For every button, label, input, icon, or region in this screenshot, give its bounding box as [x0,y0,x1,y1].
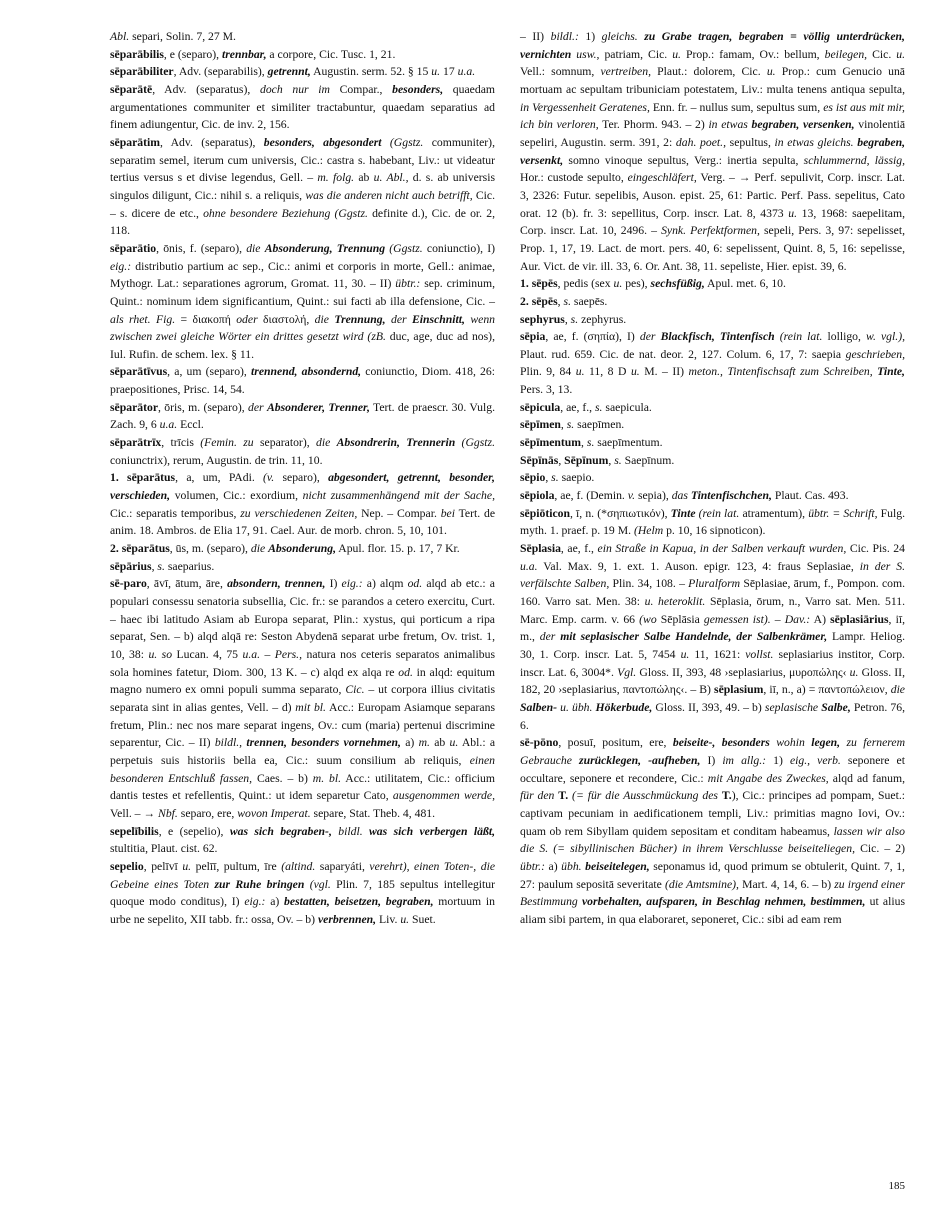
dictionary-entry: sēparātīvus, a, um (separo), trennend, absondernd, coniunctio, Diom. 418, 26: praepositiones, Prisc. 14, 54. [110,365,495,397]
dictionary-entry: – II) bildl.: 1) gleichs. zu Grabe tragen, begraben = völlig unterdrücken, vernichten usw., patriam, Cic. u. Prop.: famam, Ov.: bellum, beilegen, Cic. u. Vell.: somnum, vertreiben, Plaut.: dolorem, Cic. u. Prop.: cum Genucio unā mortuam ac sepultam tribuniciam potestatem, Liv.: multa tenens antiqua sepulta, in Vergessenheit Geratenes, Enn. fr. – nullus sum, sepultus sum, es ist aus mit mir, ich bin verloren, Ter. Phorm. 943. – 2) in etwas begraben, versenken, vinolentiā sepeliri, Augustin. serm. 391, 2: dah. poet., sepultus, in etwas gleichs. begraben, versenkt, somno vinoque sepultus, Verg.: inertia sepulta, schlummernd, lässig, Hor.: custode sepulto, eingeschläfert, Verg. – → Perf. sepulivit, Corp. inscr. Lat. 3, 2326: Futur. sepelibis, Auson. epist. 25, 61: Partic. Perf. Pass. sepelitus, Cato orat. 12 (b). fr. 3: sepellitus, Corp. inscr. Lat. 8, 4373 u. 13, 1968: saepelitam, Corp. inscr. Lat. 10, 2496. – Synk. Perfektformen, sepeli, Pers. 3, 97: sepelisset, Prop. 1, 17, 19. Lact. de mort. pers. 40, 6: sepelissent, Quint. 8, 5, 16: sepelisse, Aur. Vict. de vir. ill. 33, 6. Or. Ant. 38, 11. sepeliste, Hier. epist. 39, 6. [520,30,906,273]
dictionary-entry: sēpia, ae, f. (σηπία), I) der Blackfisch, Tintenfisch (rein lat. lolligo, w. vgl.), Plaut. rud. 659. Cic. de nat. deor. 2, 127. Colum. 6, 17, 7: saepia geschrieben, Plin. 9, 84 u. 11, 8 D u. M. – II) meton., Tintenfischsaft zum Schreiben, Tinte, Pers. 3, 13. [520,330,906,397]
dictionary-entry: 2. sēpēs, s. saepēs. [520,294,608,308]
dictionary-entry: sēpiola, ae, f. (Demin. v. sepia), das Tintenfischchen, Plaut. Cas. 493. [520,489,849,503]
dictionary-entry: Sēpīnās, Sēpīnum, s. Saepīnum. [520,453,675,467]
dictionary-entry: Sēplasia, ae, f., ein Straße in Kapua, in der Salben verkauft wurden, Cic. Pis. 24 u.a. Val. Max. 9, 1. ext. 1. Auson. epigr. 123, 4: fraus Seplasiae, in der S. verfälschte Salben, Plin. 34, 108. – Pluralform Sēplasiae, ārum, f., Pompon. com. 160. Varro sat. Men. 38: u. heteroklit. Sēplasia, ōrum, n., Varro sat. Men. 511. Marc. Emp. carm. v. 66 (wo Sēplāsia gemessen ist). – Dav.: A) sēplasiārius, iī, m., der mit seplasischer Salbe Handelnde, der Salbenkrämer, Lampr. Heliog. 30, 1. Corp. inscr. Lat. 5, 7454 u. 11, 1621: vollst. seplasiarius institor, Corp. inscr. Lat. 6, 3004*. Vgl. Gloss. II, 393, 48 ›seplasiarius, μυροπώλης‹ u. Gloss. II, 182, 20 ›seplasiarius, παντοπώλης‹. – B) sēplasium, iī, n., a) = παντοπώλειον, die Salben- u. übh. Hökerbude, Gloss. II, 393, 49. – b) seplasische Salbe, Petron. 76, 6. [520,542,906,732]
dictionary-entry: sēparātim, Adv. (separatus), besonders, abgesondert (Ggstz. communiter), separatim semel, iterum cum universis, Cic.: castra s. habebant, Liv.: ut videatur tertius versus s et divise legendus, Gell. – m. folg. ab u. Abl., d. s. ab universis singulos diligunt, Cic.: nihil s. a reliquis, was die anderen nicht auch betrifft, Cic. – s. dicere de etc., ohne besondere Beziehung (Ggstz. definite d.), Cic. de or. 2, 118. [110,135,496,238]
dictionary-entry: 1. sēparātus, a, um, PAdi. (v. separo), abgesondert, getrennt, besonder, verschieden, volumen, Cic.: exordium, nicht zusammenhängend mit der Sache, Cic.: separatis temporibus, zu verschiedenen Zeiten, Nep. – Compar. bei Tert. de anim. 18. Ambros. de Elia 17, 91. Cael. Aur. de morb. chron. 5, 10, 101. [110,471,496,538]
dictionary-entry: sēpīmentum, s. saepīmentum. [520,436,663,450]
dictionary-entry: sēpārius, s. saeparius. [110,559,215,573]
left-column [110,28,495,928]
dictionary-entry: sēpicula, ae, f., s. saepicula. [520,400,652,414]
dictionary-entry: sē-pōno, posuī, positum, ere, beiseite-, besonders wohin legen, zu fernerem Gebrauche zurücklegen, -aufheben, I) im allg.: 1) eig., verb. seponere et occultare, seponere et recondere, Cic.: mit Angabe des Zweckes, alqd ad fanum, für den T. (= für die Ausschmückung des T.), Cic.: principes ad pompam, Suet.: captivam pecuniam in aedificationem templi, Liv.: primitias magno Iovi, Ov.: quam ob rem Sibyllam quidem sepositam et conditam habeamus, lassen wir also die S. (= sibyllinischen Bücher) in ihrem Verschlusse beiseiteliegen, Cic. – 2) übtr.: a) übh. beiseitelegen, seponamus id, quod primum se obtulerit, Quint. 7, 1, 27: paulum sepositā severitate (die Amtsmine), Mart. 4, 14, 6. – b) zu irgend einer Bestimmung vorbehalten, aufsparen, in Beschlag nehmen, bestimmen, ut alius aliam sibi partem, in qua elaboraret, seponeret, Cic.: sibi ad eam rem [520,736,906,926]
right-column [520,28,905,928]
dictionary-entry: sepelībilis, e (sepelio), was sich begraben-, bildl. was sich verbergen läßt, stultitia, Plaut. cist. 62. [110,824,495,856]
dictionary-entry: sēparātrīx, trīcis (Femin. zu separator), die Absondrerin, Trennerin (Ggstz. coniunctrix), rerum, Augustin. de trin. 11, 10. [110,436,495,467]
dictionary-entry: sēpīmen, s. saepīmen. [520,418,625,432]
dictionary-entry: sēparātē, Adv. (separatus), doch nur im Compar., besonders, quaedam argumentationes communiter et similiter tractabuntur, quaedam separatius ad finem adiungentur, Cic. de inv. 2, 156. [110,82,495,132]
dictionary-entry: Abl. separi, Solin. 7, 27 M. [110,30,236,43]
dictionary-entry: sēpio, s. saepio. [520,471,595,485]
dictionary-entry: sēparātio, ōnis, f. (separo), die Absonderung, Trennung (Ggstz. coniunctio), I) eig.: distributio partium ac sep., Cic.: animi et corporis in morte, Gell.: animae, Mythogr. Lat.: separationes agrorum, Gromat. 11, 30. – II) übtr.: sep. criminum, Quint.: nominum idem significantium, Quint.: sui facti ab illa defensione, Cic. – als rhet. Fig. = διακοπή oder διαστολή, die Trennung, der Einschnitt, wenn zwischen zwei gleiche Wörter ein drittes gesetzt wird (zB. duc, age, duc ad nos), Iul. Rufin. de schem. lex. § 11. [110,241,496,361]
dictionary-entry: 2. sēparātus, ūs, m. (separo), die Absonderung, Apul. flor. 15. p. 17, 7 Kr. [110,542,460,556]
page-number: 185 [888,1180,905,1192]
dictionary-entry: sephyrus, s. zephyrus. [520,312,627,326]
dictionary-entry: sē-paro, āvī, ātum, āre, absondern, trennen, I) eig.: a) alqm od. alqd ab etc.: a populari consessu senatoria subsellia, Cic. fr.: se parandos a cetero exercitu, Curt. – haec ibi latitudo Asiam ab Europa separat, Plin.: xystus, qui porticum a ripa separat, Sen. – b) alqd alqā re: Seston Abydenā separat urbe fretum, Ov. trist. 1, 10, 38: u. so Lucan. 4, 75 u.a. – Pers., natura nos ceteris separatos animalibus sola homines fatetur, Diom. 300, 13 K. – c) alqd ex alqa re od. in alqd: equitum magno numero ex omni populi summa separato, Cic. – ut corpora illius civitatis separata sint in alias gentes, Vell. – d) mit bl. Acc.: Europam Asiamque separans fretum, Plin.: nec nos mare separat ingens, Ov.: cum (maria) pertenui discrimine separentur, Cic. – II) bildl., trennen, besonders vornehmen, a) m. ab u. Abl.: a perpetuis suis historiis bella ea, Cic.: suum consilium ab reliquis, einen besonderen Entschluß fassen, Caes. – b) m. bl. Acc.: utilitatem, Cic.: officium dantis testes et refellentis, Quint.: ut idem separetur Cato, ausgenommen werde, Vell. – → Nbf. separo, ere, wovon Imperat. separe, Stat. Theb. 4, 481. [110,577,496,820]
dictionary-entry: sēpiōticon, ī, n. (*σηπιωτικόν), Tinte (rein lat. atramentum), übtr. = Schrift, Fulg. myth. 1. praef. p. 19 M. (Helm p. 10, 16 sipnoticon). [520,506,906,538]
dictionary-entry: sēparātor, ōris, m. (separo), der Absonderer, Trenner, Tert. de praescr. 30. Vulg. Zach. 9, 6 u.a. Eccl. [110,400,495,432]
dictionary-entry: sēparābiliter, Adv. (separabilis), getrennt, Augustin. serm. 52. § 15 u. 17 u.a. [110,65,476,79]
dictionary-entry: sēparābilis, e (separo), trennbar, a corpore, Cic. Tusc. 1, 21. [110,47,396,61]
dictionary-entry: sepelio, pelīvī u. pelīī, pultum, īre (altind. saparyáti, verehrt), einen Toten-, die Gebeine eines Toten zur Ruhe bringen (vgl. Plin. 7, 185 sepultus intellegitur quoque modo conditus), I) eig.: a) bestatten, beisetzen, begraben, mortuum in urbe ne sepelito, XII tabb. fr.: ossa, Ov. – b) verbrennen, Liv. u. Suet. [110,859,496,926]
dictionary-entry: 1. sēpēs, pedis (sex u. pes), sechsfüßig, Apul. met. 6, 10. [520,277,786,291]
